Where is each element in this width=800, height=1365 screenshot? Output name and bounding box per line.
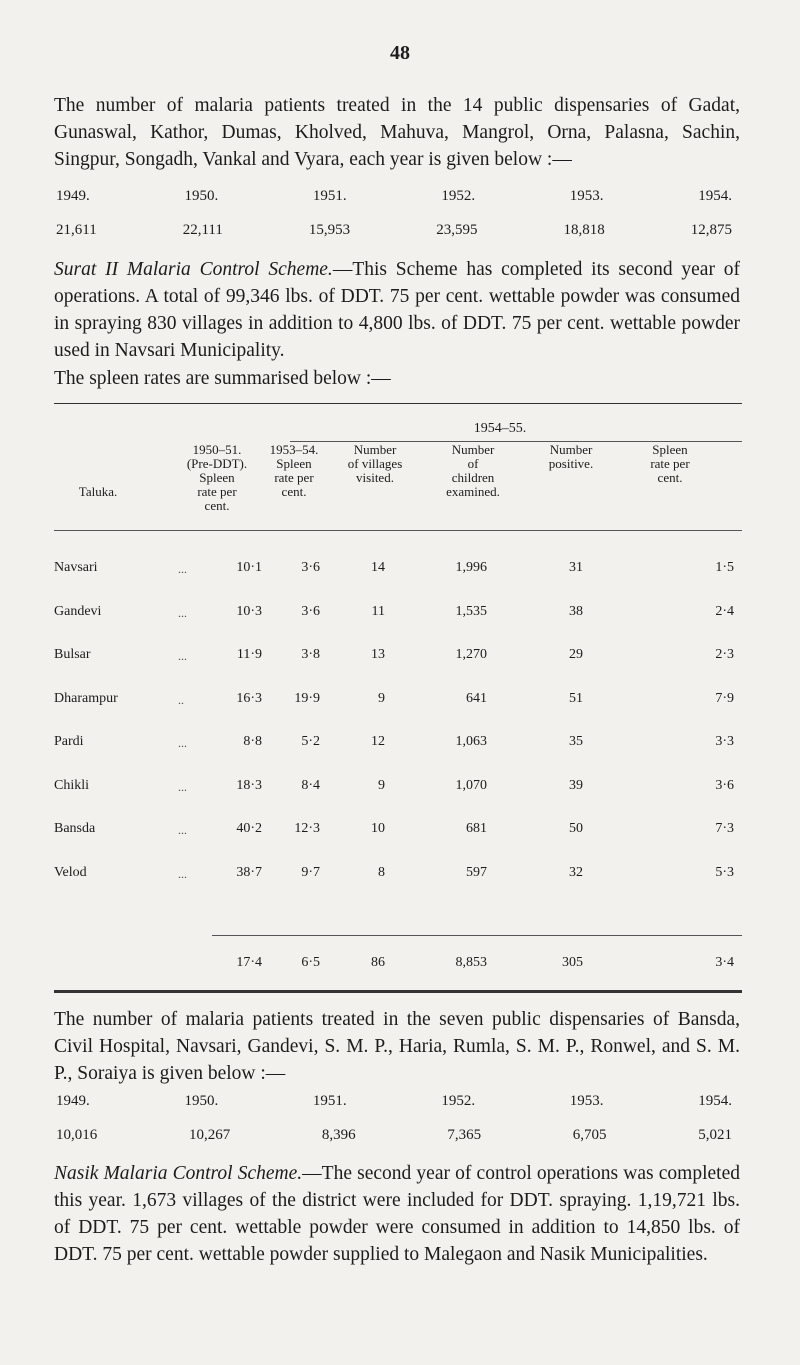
taluka-name: Velod bbox=[54, 864, 87, 880]
taluka-name: Navsari bbox=[54, 560, 98, 575]
header-rule bbox=[54, 530, 742, 531]
year-cell: 1953. bbox=[569, 1093, 604, 1109]
header-col4: Number of children examined. bbox=[446, 442, 500, 499]
paragraph-dispensaries-bansda bbox=[54, 1006, 740, 1087]
year-cell: 1951. bbox=[312, 1093, 347, 1109]
paragraph-text: The number of malaria patients treated in the 14 public dispensaries of Gadat, Gunaswal, Kathor, Dumas, Kholved, Mahuva, Mangrol, Orna, Palasna, Sachin, Singpur, Songadh, Vankal and Vyara, each year is given below :— bbox=[54, 95, 740, 170]
group-header: 1954–55. bbox=[473, 421, 527, 436]
header-col5: Number positive. bbox=[548, 442, 594, 471]
cell-rate: 3·3 bbox=[715, 734, 734, 749]
cell-r2: 8·4 bbox=[301, 777, 320, 793]
total-rate: 3·4 bbox=[715, 955, 734, 970]
cell-children: 681 bbox=[466, 821, 487, 836]
cell-r2: 12·3 bbox=[294, 821, 320, 836]
value-cell: 6,705 bbox=[572, 1127, 607, 1143]
cell-r2: 3·8 bbox=[301, 647, 320, 662]
header-col3: Number of villages visited. bbox=[347, 442, 403, 485]
cell-rate: 7·9 bbox=[715, 690, 734, 706]
cell-positive: 35 bbox=[569, 734, 583, 749]
cell-villages: 9 bbox=[378, 690, 385, 706]
value-cell: 21,611 bbox=[56, 222, 97, 238]
cell-r2: 9·7 bbox=[301, 864, 320, 880]
cell-children: 1,996 bbox=[455, 560, 487, 575]
cell-rate: 2·4 bbox=[715, 603, 734, 619]
section-heading: Nasik Malaria Control Scheme. bbox=[54, 1163, 303, 1184]
cell-r1: 40·2 bbox=[236, 821, 262, 836]
table1-value-row bbox=[56, 222, 732, 239]
table2-value-row bbox=[56, 1127, 732, 1144]
cell-positive: 29 bbox=[569, 647, 583, 662]
header-col1: 1950–51. (Pre-DDT). Spleen rate per cent. bbox=[186, 442, 248, 513]
taluka-name: Dharampur bbox=[54, 690, 118, 706]
cell-children: 597 bbox=[466, 864, 487, 880]
cell-villages: 8 bbox=[378, 864, 385, 880]
year-cell: 1949. bbox=[56, 1093, 90, 1109]
totals-rule bbox=[212, 935, 742, 936]
cell-rate: 2·3 bbox=[715, 647, 734, 662]
cell-positive: 51 bbox=[569, 690, 583, 706]
taluka-name: Gandevi bbox=[54, 603, 102, 619]
cell-children: 641 bbox=[466, 690, 487, 706]
cell-children: 1,535 bbox=[455, 603, 487, 619]
leader-dots: ... bbox=[178, 823, 187, 837]
section-heading: Surat II Malaria Control Scheme. bbox=[54, 259, 333, 280]
leader-dots: ... bbox=[178, 736, 187, 750]
cell-positive: 38 bbox=[569, 603, 583, 619]
cell-children: 1,070 bbox=[455, 777, 487, 793]
value-cell: 23,595 bbox=[436, 222, 478, 238]
taluka-name: Bulsar bbox=[54, 647, 91, 662]
cell-r1: 10·3 bbox=[236, 603, 262, 619]
value-cell: 18,818 bbox=[563, 222, 605, 238]
paragraph-text: —This Scheme has completed its second year of operations. A total of 99,346 lbs. of DDT. 75 per cent. wettable powder was consumed in spraying 830 villages in addition to 4,800 lbs. of DDT. 75 per cent. wettable powder used in Navsari Municipality. bbox=[54, 259, 740, 361]
leader-dots: ... bbox=[178, 779, 187, 794]
cell-positive: 32 bbox=[569, 864, 583, 880]
paragraph-nasik-scheme bbox=[54, 1160, 740, 1268]
cell-positive: 50 bbox=[569, 821, 583, 836]
header-col6: Spleen rate per cent. bbox=[650, 442, 690, 485]
year-cell: 1951. bbox=[312, 188, 347, 204]
value-cell: 15,953 bbox=[308, 222, 351, 238]
cell-r2: 3·6 bbox=[301, 603, 320, 619]
value-cell: 5,021 bbox=[698, 1127, 732, 1143]
year-cell: 1949. bbox=[56, 188, 90, 204]
value-cell: 12,875 bbox=[690, 222, 732, 238]
value-cell: 22,111 bbox=[182, 222, 223, 238]
cell-positive: 31 bbox=[569, 560, 583, 575]
total-r2: 6·5 bbox=[301, 955, 320, 970]
cell-villages: 10 bbox=[371, 821, 385, 836]
cell-villages: 14 bbox=[371, 560, 385, 575]
table2-year-row bbox=[56, 1093, 732, 1110]
paragraph-text: —The second year of control operations was completed this year. 1,673 villages of the district were included for DDT. spraying. 1,19,721 lbs. of DDT. 75 per cent. wettable powder were consumed in addition to 14,850 lbs. of DDT. 75 per cent. wettable powder supplied to Malegaon and Nasik Municipalities. bbox=[54, 1163, 740, 1265]
cell-children: 1,270 bbox=[455, 647, 487, 662]
cell-r2: 3·6 bbox=[301, 560, 320, 575]
cell-villages: 11 bbox=[371, 603, 385, 619]
cell-rate: 5·3 bbox=[715, 864, 734, 880]
year-cell: 1950. bbox=[184, 188, 219, 204]
paragraph-surat-scheme bbox=[54, 256, 740, 364]
value-cell: 10,267 bbox=[188, 1127, 231, 1143]
year-cell: 1952. bbox=[441, 1093, 476, 1109]
total-villages: 86 bbox=[371, 955, 385, 970]
page-number: 48 bbox=[390, 42, 410, 64]
taluka-name: Pardi bbox=[54, 734, 84, 749]
year-cell: 1954. bbox=[698, 1093, 732, 1109]
total-r1: 17·4 bbox=[236, 955, 262, 970]
cell-r2: 5·2 bbox=[301, 734, 320, 749]
table-top-rule bbox=[54, 403, 742, 404]
cell-children: 1,063 bbox=[455, 734, 487, 749]
cell-villages: 12 bbox=[371, 734, 385, 749]
cell-r1: 11·9 bbox=[236, 647, 262, 662]
value-cell: 7,365 bbox=[447, 1127, 482, 1143]
value-cell: 8,396 bbox=[321, 1127, 356, 1143]
header-taluka: Taluka. bbox=[78, 484, 118, 499]
value-cell: 10,016 bbox=[56, 1127, 98, 1143]
paragraph-text: The number of malaria patients treated in the seven public dispensaries of Bansda, Civil Hospital, Navsari, Gandevi, S. M. P., Haria, Rumla, S. M. P., Ronwel, and S. M. P., Soraiya is given below :— bbox=[54, 1009, 740, 1084]
cell-r1: 8·8 bbox=[243, 734, 262, 749]
leader-dots: ... bbox=[178, 562, 187, 576]
total-positive: 305 bbox=[562, 955, 583, 970]
cell-positive: 39 bbox=[569, 777, 583, 793]
paragraph-dispensaries-surat bbox=[54, 92, 740, 173]
cell-r2: 19·9 bbox=[294, 690, 320, 706]
cell-villages: 9 bbox=[378, 777, 385, 793]
cell-r1: 18·3 bbox=[236, 777, 262, 793]
cell-rate: 3·6 bbox=[715, 777, 734, 793]
total-children: 8,853 bbox=[455, 955, 487, 970]
leader-dots: .. bbox=[178, 692, 184, 707]
header-col2: 1953–54. Spleen rate per cent. bbox=[269, 442, 319, 499]
cell-r1: 38·7 bbox=[236, 864, 262, 880]
cell-villages: 13 bbox=[371, 647, 385, 662]
cell-rate: 7·3 bbox=[715, 821, 734, 836]
year-cell: 1954. bbox=[698, 188, 732, 204]
leader-dots: ... bbox=[178, 649, 187, 663]
table-bottom-rule bbox=[54, 990, 742, 993]
taluka-name: Chikli bbox=[54, 777, 90, 793]
taluka-name: Bansda bbox=[54, 821, 96, 836]
paragraph-text: The spleen rates are summarised below :— bbox=[54, 368, 391, 389]
year-cell: 1952. bbox=[441, 188, 476, 204]
paragraph-spleen-intro bbox=[54, 365, 740, 392]
cell-r1: 16·3 bbox=[236, 690, 262, 706]
year-cell: 1950. bbox=[184, 1093, 219, 1109]
leader-dots: ... bbox=[178, 866, 187, 881]
leader-dots: ... bbox=[178, 605, 187, 620]
table1-year-row bbox=[56, 188, 732, 205]
cell-rate: 1·5 bbox=[715, 560, 734, 575]
cell-r1: 10·1 bbox=[236, 560, 262, 575]
year-cell: 1953. bbox=[569, 188, 604, 204]
